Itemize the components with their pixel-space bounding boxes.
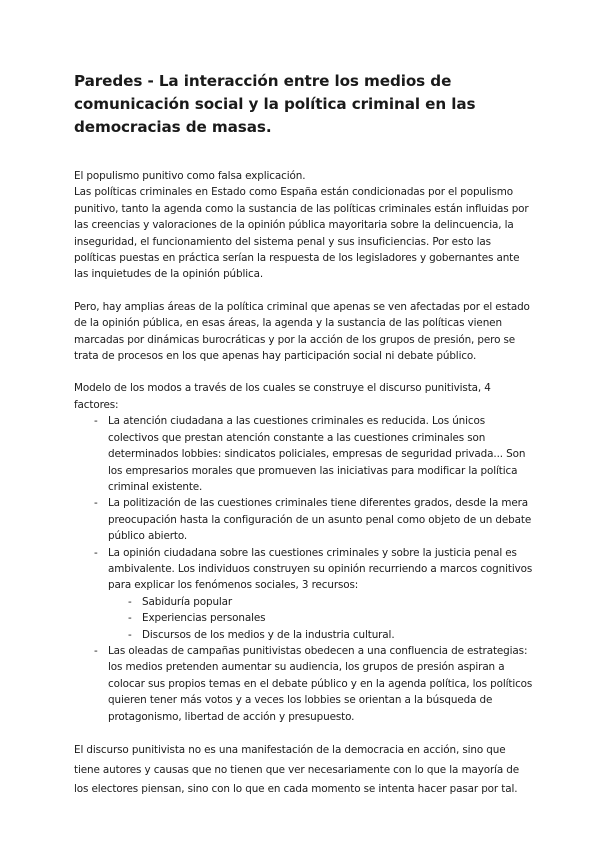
factor-text: Las oleadas de campañas punitivistas obedecen a una confluencia de estrategias: los medios pretenden aumentar su audiencia, los grupos de presión aspiran a colocar sus propios temas en el debate público y en la agenda política, los políticos quieren tener más votos y a veces los lobbies se orientan a la búsqueda de protagonismo, libertad de acción y presupuesto.: [108, 644, 533, 723]
factor-list: [74, 413, 534, 725]
factor-text: La atención ciudadana a las cuestiones criminales es reducida. Los únicos colectivos que prestan atención constante a las cuestiones criminales son determinados lobbies: sindicatos policiales, empresas de seguridad privada... Son los empresarios morales que promueven las iniciativas para modificar la política criminal existente.: [108, 415, 526, 493]
document-page: [74, 70, 534, 800]
resource-item: - Experiencias personales: [128, 610, 534, 626]
factor-item: [94, 413, 534, 495]
model-intro: Modelo de los modos a través de los cuales se construye el discurso punitivista, 4 factores:: [74, 382, 491, 411]
paragraph-areas: Pero, hay amplias áreas de la política criminal que apenas se ven afectadas por el estado de la opinión pública, en esas áreas, la agenda y la sustancia de las políticas vienen marcadas por dinámicas burocráticas y por la acción de los grupos de presión, pero se trata de procesos en los que apenas hay participación social ni debate público.: [74, 300, 530, 363]
spacer: [74, 364, 534, 380]
document-title: Paredes - La interacción entre los medios de comunicación social y la política criminal en las democracias de masas.: [74, 72, 476, 136]
factor-text: La opinión ciudadana sobre las cuestiones criminales y sobre la justicia penal es ambivalente. Los individuos construyen su opinión recurriendo a marcos cognitivos para explicar los fenómenos sociales, 3 recursos:: [108, 546, 533, 592]
factor-item: [94, 545, 534, 643]
spacer: [74, 283, 534, 299]
document-body: [74, 168, 534, 800]
factor-item: [94, 495, 534, 544]
factor-text: La politización de las cuestiones criminales tiene diferentes grados, desde la mera preocupación hasta la configuración de un asunto penal como objeto de un debate público abierto.: [108, 497, 532, 543]
resource-item: - Discursos de los medios y de la industria cultural.: [128, 627, 534, 643]
spacer: [74, 725, 534, 741]
paragraph-populismo: Las políticas criminales en Estado como España están condicionadas por el populismo punitivo, tanto la agenda como la sustancia de las políticas criminales están influidas por las creencias y valoraciones de la opinión pública mayoritaria sobre la delincuencia, la inseguridad, el funcionamiento del sistema penal y sus insuficiencias. Por esto las políticas puestas en práctica serían la respuesta de los legisladores y gobernantes ante las inquietudes de la opinión pública.: [74, 186, 529, 281]
factor-item: [94, 643, 534, 725]
resource-item: - Sabiduría popular: [128, 594, 534, 610]
resource-list: [108, 594, 534, 643]
section-subtitle: El populismo punitivo como falsa explicación.: [74, 170, 306, 182]
closing-paragraph: El discurso punitivista no es una manifestación de la democracia en acción, sino que tiene autores y causas que no tienen que ver necesariamente con lo que la mayoría de los electores piensan, sino con lo que en cada momento se intenta hacer pasar por tal.: [74, 744, 520, 795]
